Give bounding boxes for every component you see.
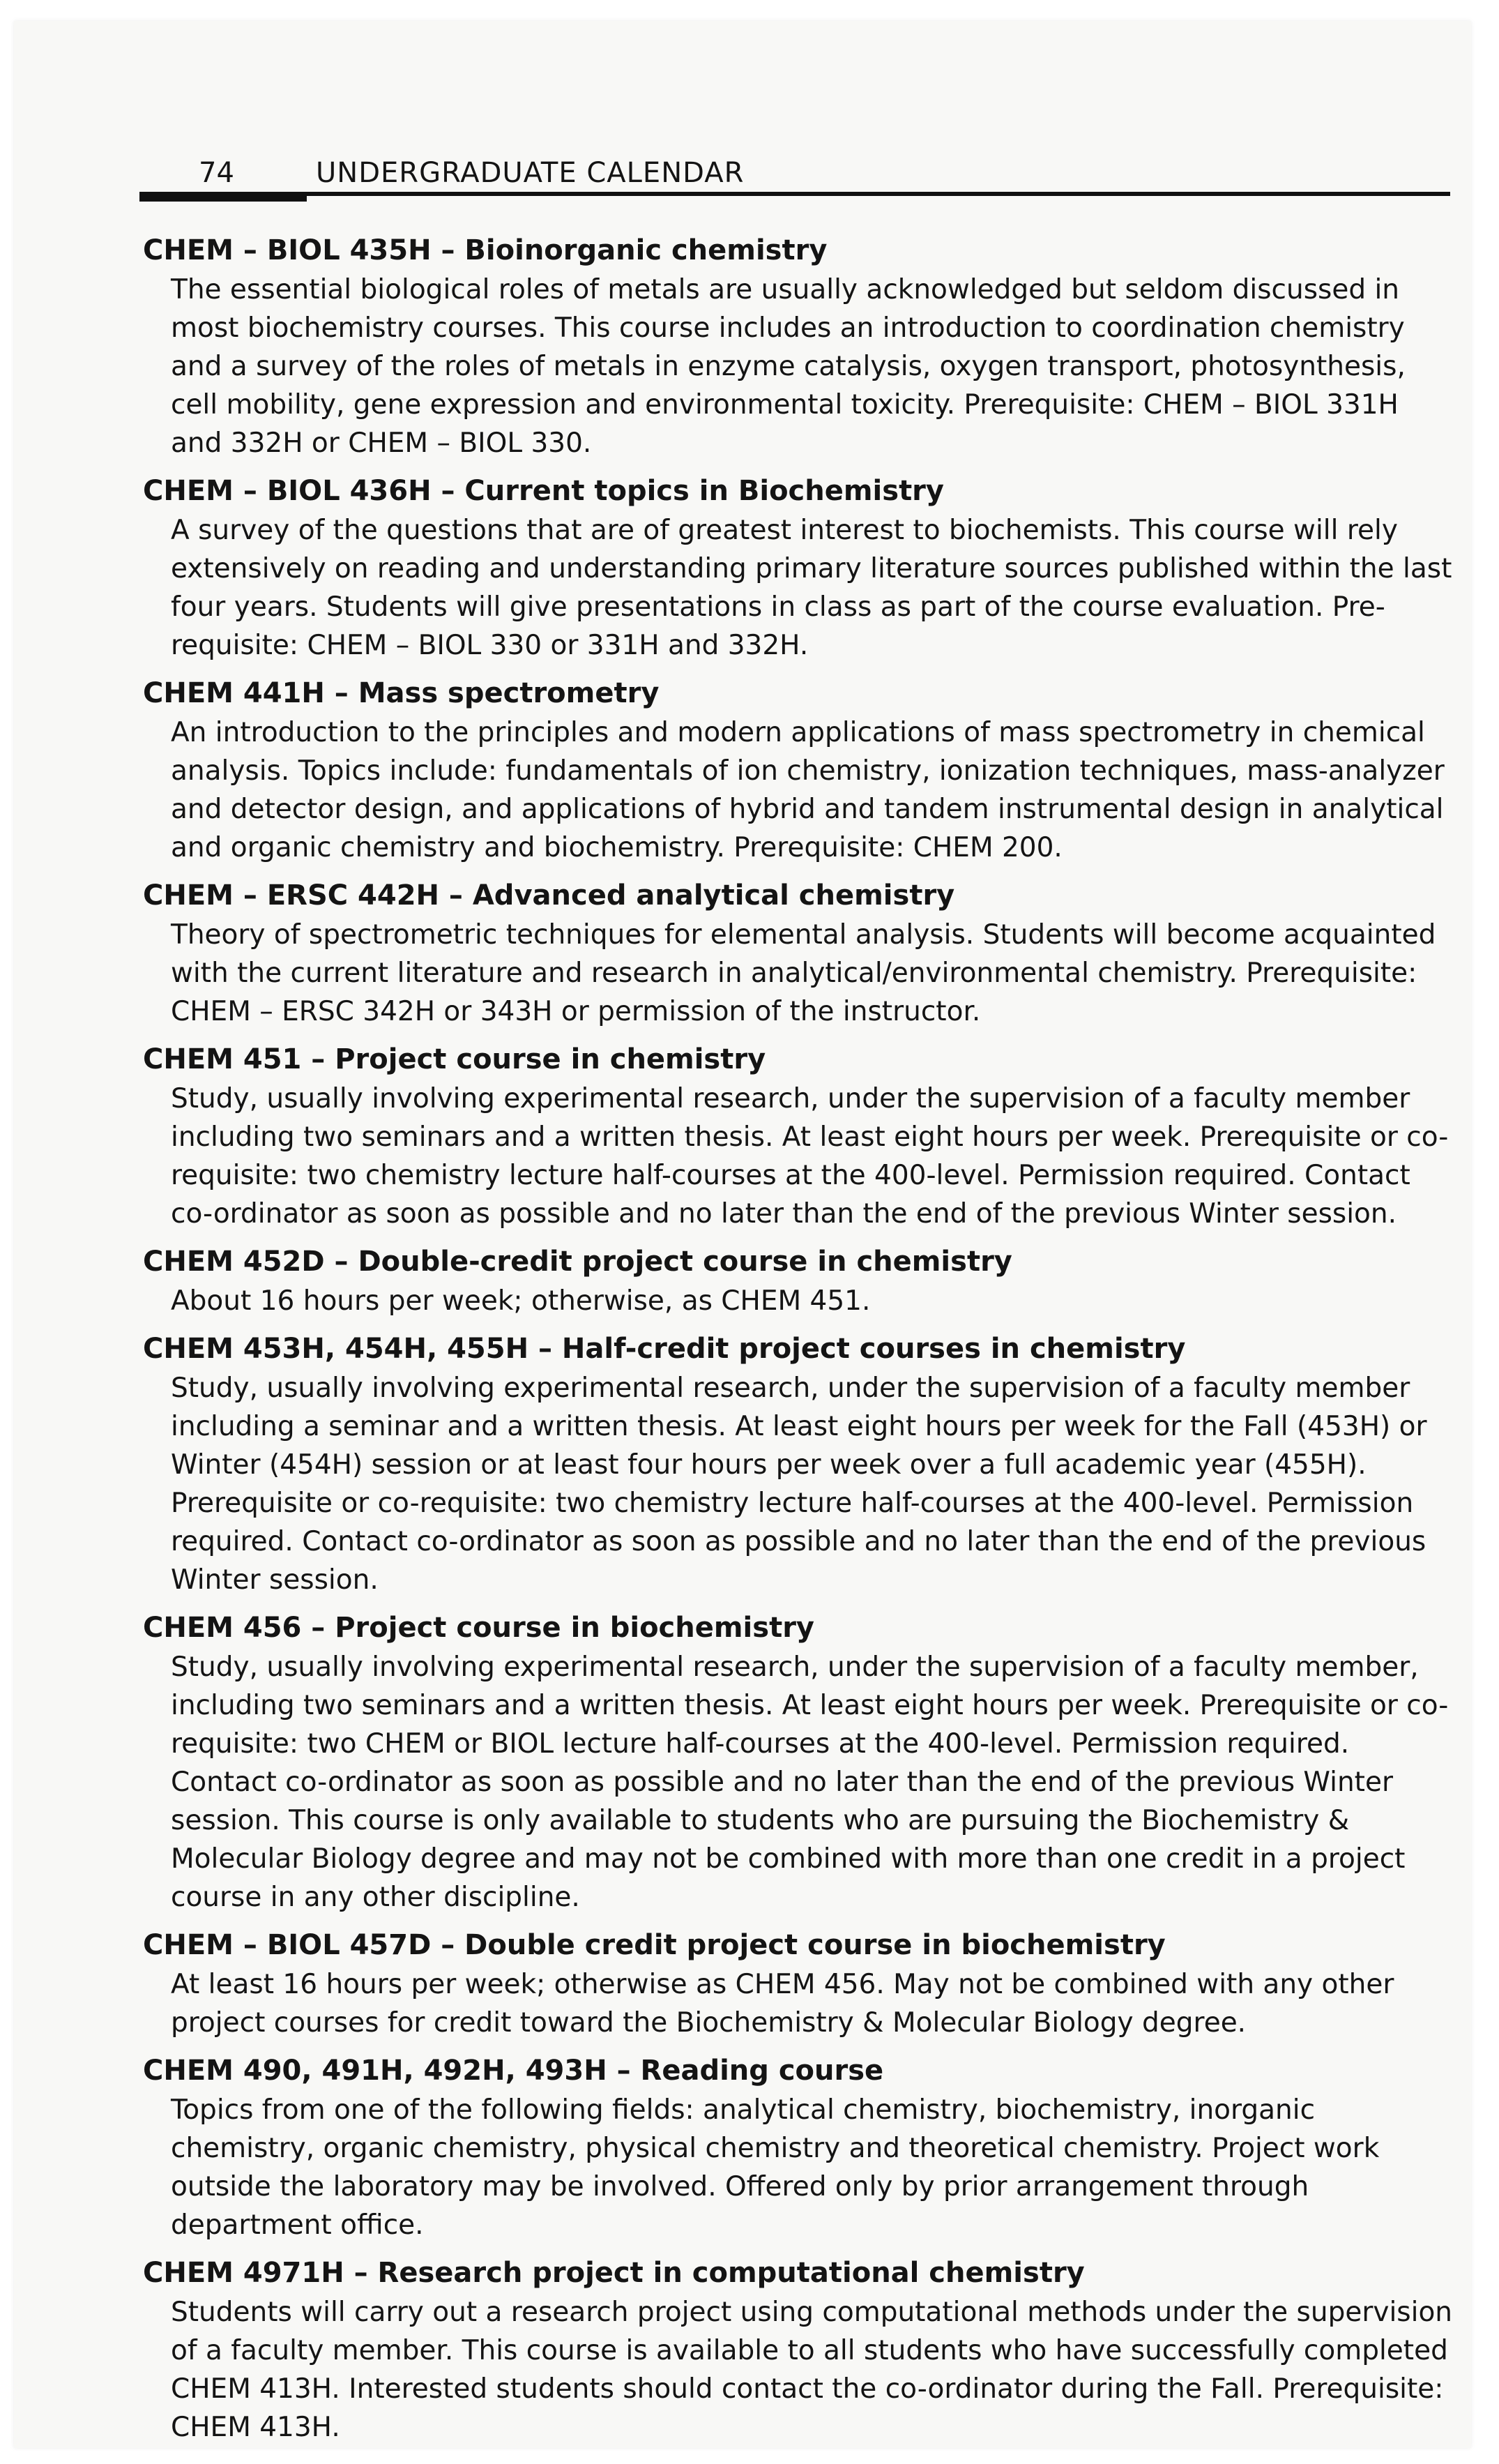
course-entry: [143, 471, 1454, 665]
course-title: CHEM – BIOL 435H – Bioinorganic chemistry: [143, 234, 828, 266]
course-description: Students will carry out a research project using computational methods under the supervision of a faculty member. This course is available to all students who have successfully completed CHEM 413H. Interested students should contact the co-ordinator during the Fall. Prerequisite: CHEM 413H.: [171, 2297, 1453, 2443]
course-description: Theory of spectrometric techniques for elemental analysis. Students will become acquainted with the current literature and research in analytical/environmental chemistry. Prerequisite: CHEM – ERSC 342H or 343H or permission of the instructor.: [171, 919, 1436, 1027]
course-description: A survey of the questions that are of greatest interest to biochemists. This course will rely extensively on reading and understanding primary literature sources published within the last four years. Students will give presentations in class as part of the course evaluation. Pre-requisite: CHEM – BIOL 330 or 331H and 332H.: [171, 515, 1452, 661]
course-description: At least 16 hours per week; otherwise as CHEM 456. May not be combined with any other project courses for credit toward the Biochemistry & Molecular Biology degree.: [171, 1969, 1394, 2039]
course-entry: [143, 2253, 1454, 2447]
course-title: CHEM – BIOL 457D – Double credit project course in biochemistry: [143, 1929, 1166, 1961]
course-title: CHEM – BIOL 436H – Current topics in Biochemistry: [143, 475, 944, 507]
course-entry: [143, 1925, 1454, 2042]
course-description: Study, usually involving experimental research, under the supervision of a faculty member, including two seminars and a written thesis. At least eight hours per week. Prerequisite or co-requisite: two CHEM or BIOL lecture half-courses at the 400-level. Permission required. Contact co-ordinator as soon as possible and no later than the end of the previous Winter session. This course is only available to students who are pursuing the Biochemistry & Molecular Biology degree and may not be combined with more than one credit in a project course in any other discipline.: [171, 1652, 1449, 1913]
header-rule: [139, 192, 1450, 196]
course-title: CHEM – ERSC 442H – Advanced analytical chemistry: [143, 879, 955, 912]
course-entry: [143, 1241, 1454, 1320]
page-number: 74: [199, 157, 234, 189]
course-entry: [143, 1329, 1454, 1599]
page-header: [139, 143, 1450, 206]
course-entry: [143, 2050, 1454, 2244]
course-entry: [143, 673, 1454, 867]
course-title: CHEM 456 – Project course in biochemistry: [143, 1612, 814, 1644]
course-description: The essential biological roles of metals are usually acknowledged but seldom discussed in most biochemistry courses. This course includes an introduction to coordination chemistry and a survey of the roles of metals in enzyme catalysis, oxygen transport, photosynthesis, cell mobility, gene expression and environmental toxicity. Prerequisite: CHEM – BIOL 331H and 332H or CHEM – BIOL 330.: [171, 274, 1406, 459]
course-title: CHEM 441H – Mass spectrometry: [143, 677, 660, 709]
course-description: Study, usually involving experimental research, under the supervision of a faculty member including two seminars and a written thesis. At least eight hours per week. Prerequisite or co-requisite: two chemistry lecture half-courses at the 400-level. Permission required. Contact co-ordinator as soon as possible and no later than the end of the previous Winter session.: [171, 1083, 1449, 1230]
course-list: [143, 230, 1454, 2455]
course-title: CHEM 453H, 454H, 455H – Half-credit project courses in chemistry: [143, 1333, 1186, 1365]
header-rule-accent: [139, 192, 307, 202]
calendar-page: [14, 21, 1471, 2448]
course-description: About 16 hours per week; otherwise, as CHEM 451.: [171, 1285, 871, 1317]
course-entry: [143, 875, 1454, 1031]
header-title: UNDERGRADUATE CALENDAR: [316, 157, 745, 189]
course-description: Topics from one of the following fields: analytical chemistry, biochemistry, inorganic chemistry, organic chemistry, physical chemistry and theoretical chemistry. Project work outside the laboratory may be involved. Offered only by prior arrangement through department office.: [171, 2094, 1380, 2241]
course-title: CHEM 490, 491H, 492H, 493H – Reading course: [143, 2055, 884, 2087]
course-title: CHEM 451 – Project course in chemistry: [143, 1043, 766, 1075]
course-entry: [143, 230, 1454, 462]
course-title: CHEM 452D – Double-credit project course in chemistry: [143, 1246, 1012, 1278]
course-title: CHEM 4971H – Research project in computational chemistry: [143, 2257, 1085, 2289]
course-entry: [143, 1608, 1454, 1917]
course-description: An introduction to the principles and modern applications of mass spectrometry in chemical analysis. Topics include: fundamentals of ion chemistry, ionization techniques, mass-analyzer and detector design, and applications of hybrid and tandem instrumental design in analytical and organic chemistry and biochemistry. Prerequisite: CHEM 200.: [171, 717, 1445, 863]
course-description: Study, usually involving experimental research, under the supervision of a faculty member including a seminar and a written thesis. At least eight hours per week for the Fall (453H) or Winter (454H) session or at least four hours per week over a full academic year (455H). Prerequisite or co-requisite: two chemistry lecture half-courses at the 400-level. Permission required. Contact co-ordinator as soon as possible and no later than the end of the previous Winter session.: [171, 1373, 1427, 1596]
course-entry: [143, 1039, 1454, 1233]
